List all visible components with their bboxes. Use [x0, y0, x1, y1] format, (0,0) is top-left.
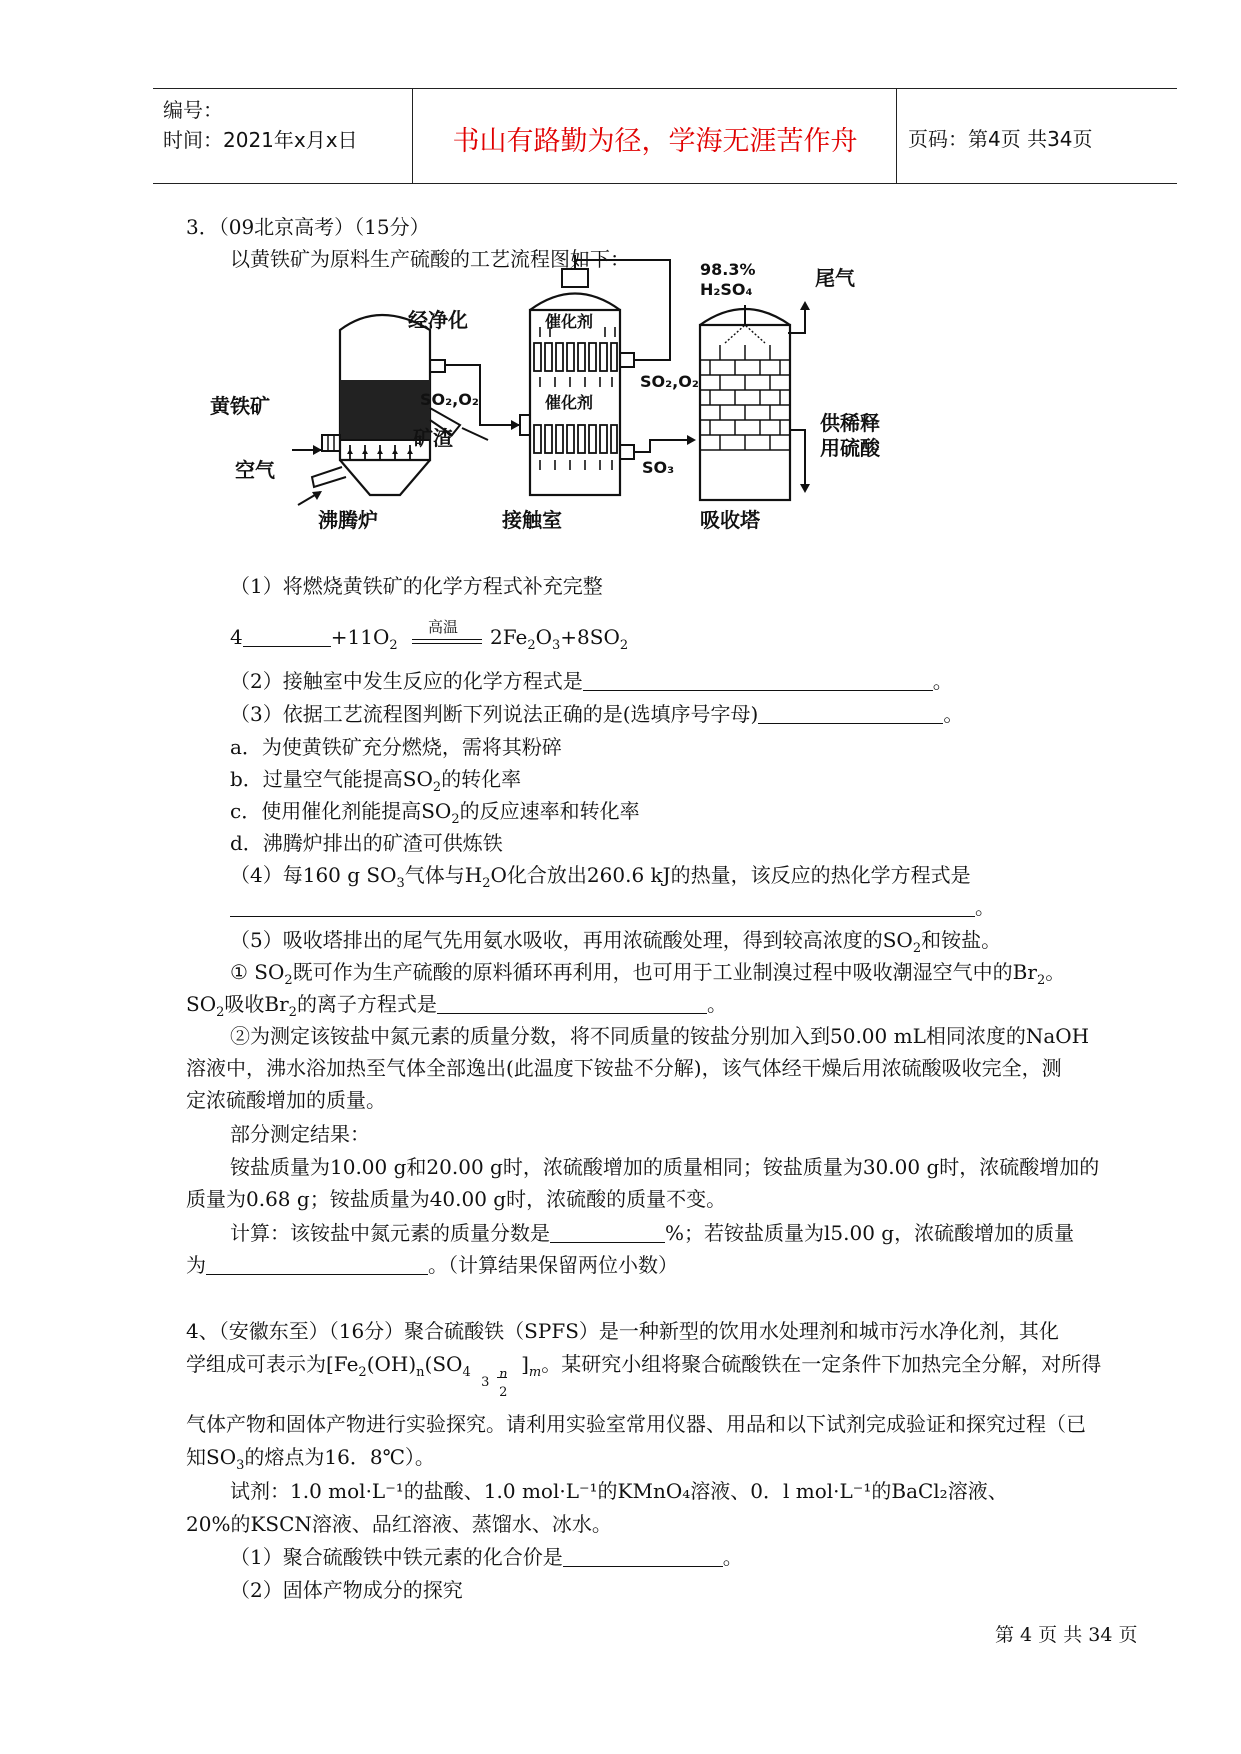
answer-blank[interactable] [437, 991, 707, 1014]
label-purified: 经净化 [408, 308, 468, 332]
contact-chamber [520, 269, 634, 495]
q3-part5-1: ① $SO_2$既可作为生产硫酸的原料循环再利用，也可用于工业制溴过程中吸收潮湿空气中的$Br_2$。 [230, 960, 1066, 988]
label-catalyst-top: 催化剂 [545, 312, 594, 331]
subscript-fraction: 3 n 2 [481, 1367, 508, 1400]
label-tail-gas: 尾气 [815, 266, 855, 290]
page-header [153, 88, 1177, 184]
q3-part3: （3）依据工艺流程图判断下列说法正确的是(选填序号字母) 。 [230, 702, 964, 726]
page-footer: 第 4 页 共 34 页 [995, 1624, 1138, 1646]
label-so2o2-recycle: SO₂,O₂ [640, 372, 699, 391]
answer-blank[interactable] [230, 894, 975, 917]
q4-reagents-1: 试剂：1.0 mol·L⁻¹的盐酸、1.0 mol·L⁻¹的KMnO₄溶液、0．l mol·L⁻¹的BaCl₂溶液、 [230, 1479, 1008, 1503]
label-so3: SO₃ [642, 458, 675, 477]
answer-blank[interactable] [583, 668, 933, 691]
header-motto: 书山有路勤为径，学海无涯苦作舟 [452, 126, 858, 157]
q3-title: 3．（09北京高考）（15分） [186, 215, 430, 239]
q3-option-a: a．为使黄铁矿充分燃烧，需将其粉碎 [230, 735, 562, 759]
answer-blank[interactable] [758, 701, 943, 724]
label-furnace: 沸腾炉 [318, 508, 378, 532]
q3-part5-2-line1: ②为测定该铵盐中氮元素的质量分数，将不同质量的铵盐分别加入到50.00 mL相同浓度的NaOH [230, 1024, 1090, 1048]
q3-part5-2-line3: 定浓硫酸增加的质量。 [186, 1088, 386, 1112]
q3-option-d: d．沸腾炉排出的矿渣可供炼铁 [230, 831, 503, 855]
label-air: 空气 [235, 458, 275, 482]
q3-equation: $4 +11O_2$ 高温 $2Fe_2O_3+8SO_2$ [230, 618, 629, 653]
q3-part4: （4）每160 g $SO_3$气体与$H_2O$化合放出260.6 kJ的热量，该反应的热化学方程式是 [230, 863, 971, 891]
time-label: 时间：2021年x月x日 [163, 128, 358, 152]
q3-part5-2-line2: 溶液中，沸水浴加热至气体全部逸出(此温度下铵盐不分解)，该气体经干燥后用浓硫酸吸收完全，测 [186, 1056, 1062, 1080]
q3-option-c: c．使用催化剂能提高$SO_2$的反应速率和转化率 [230, 799, 640, 827]
label-absorber: 吸收塔 [700, 508, 760, 532]
label-acid-formula: H₂SO₄ [700, 280, 753, 299]
process-flow-diagram [210, 260, 930, 565]
header-divider [412, 89, 413, 183]
label-catalyst-bottom: 催化剂 [545, 393, 594, 412]
q3-results-line2: 质量为0.68 g；铵盐质量为40.00 g时，浓硫酸的质量不变。 [186, 1187, 727, 1211]
label-dilute-2: 用硫酸 [820, 436, 880, 460]
label-pyrite: 黄铁矿 [210, 394, 270, 418]
q3-part1: （1）将燃烧黄铁矿的化学方程式补充完整 [230, 574, 603, 598]
q4-reagents-2: 20%的KSCN溶液、品红溶液、蒸馏水、冰水。 [186, 1512, 612, 1536]
answer-blank[interactable] [563, 1544, 723, 1567]
header-divider [896, 89, 897, 183]
label-acid-concentration: 98.3% [700, 260, 756, 279]
label-slag: 矿渣 [413, 426, 453, 450]
q3-part5: （5）吸收塔排出的尾气先用氨水吸收，再用浓硫酸处理，得到较高浓度的$SO_2$和铵盐。 [230, 928, 1002, 956]
q3-calc-line2: 为 。（计算结果保留两位小数） [186, 1253, 678, 1277]
q4-line4: 知$SO_3$的熔点为16．8℃）。 [186, 1445, 435, 1473]
answer-blank[interactable] [206, 1252, 428, 1275]
number-label: 编号： [163, 98, 223, 122]
q4-line1: 4、（安徽东至）（16分）聚合硫酸铁（SPFS）是一种新型的饮用水处理剂和城市污水净化剂，其化 [186, 1319, 1059, 1343]
q4-part1: （1）聚合硫酸铁中铁元素的化合价是 。 [230, 1545, 743, 1569]
q3-part4-answer: 。 [230, 893, 995, 921]
label-so2o2-inlet: SO₂,O₂ [420, 390, 479, 409]
answer-blank[interactable] [243, 624, 331, 647]
q4-line2: 学组成可表示为[$Fe_2(OH)_n(SO_4$ 3 n 2 ]$_m$。某研究小组将聚合硫酸铁在一定条件下加热完全分解，对所得 [186, 1352, 1102, 1400]
q3-results-line1: 铵盐质量为10.00 g和20.00 g时，浓硫酸增加的质量相同；铵盐质量为30.00 g时，浓硫酸增加的 [230, 1155, 1100, 1179]
q3-option-b: b．过量空气能提高$SO_2$的转化率 [230, 767, 522, 795]
q3-calc-line1: 计算：该铵盐中氮元素的质量分数是 %；若铵盐质量为l5.00 g，浓硫酸增加的质量 [230, 1221, 1075, 1245]
q4-line3: 气体产物和固体产物进行实验探究。请利用实验室常用仪器、用品和以下试剂完成验证和探究过程（已 [186, 1412, 1086, 1436]
answer-blank[interactable] [550, 1220, 665, 1243]
reaction-arrow: 高温 [412, 635, 482, 644]
header-left [163, 95, 413, 155]
q3-part2: （2）接触室中发生反应的化学方程式是 。 [230, 669, 953, 693]
label-dilute-1: 供稀释 [820, 411, 880, 435]
header-page-info: 页码：第4页 共34页 [908, 127, 1093, 151]
q3-part5-1-cont: $SO_2$吸收$Br_2$的离子方程式是 。 [186, 992, 727, 1020]
q3-intro: 以黄铁矿为原料生产硫酸的工艺流程图如下： [230, 247, 630, 271]
absorption-tower [700, 301, 810, 500]
q4-part2: （2）固体产物成分的探究 [230, 1578, 463, 1602]
q3-partial-results: 部分测定结果： [230, 1122, 370, 1146]
label-contact: 接触室 [502, 508, 562, 532]
